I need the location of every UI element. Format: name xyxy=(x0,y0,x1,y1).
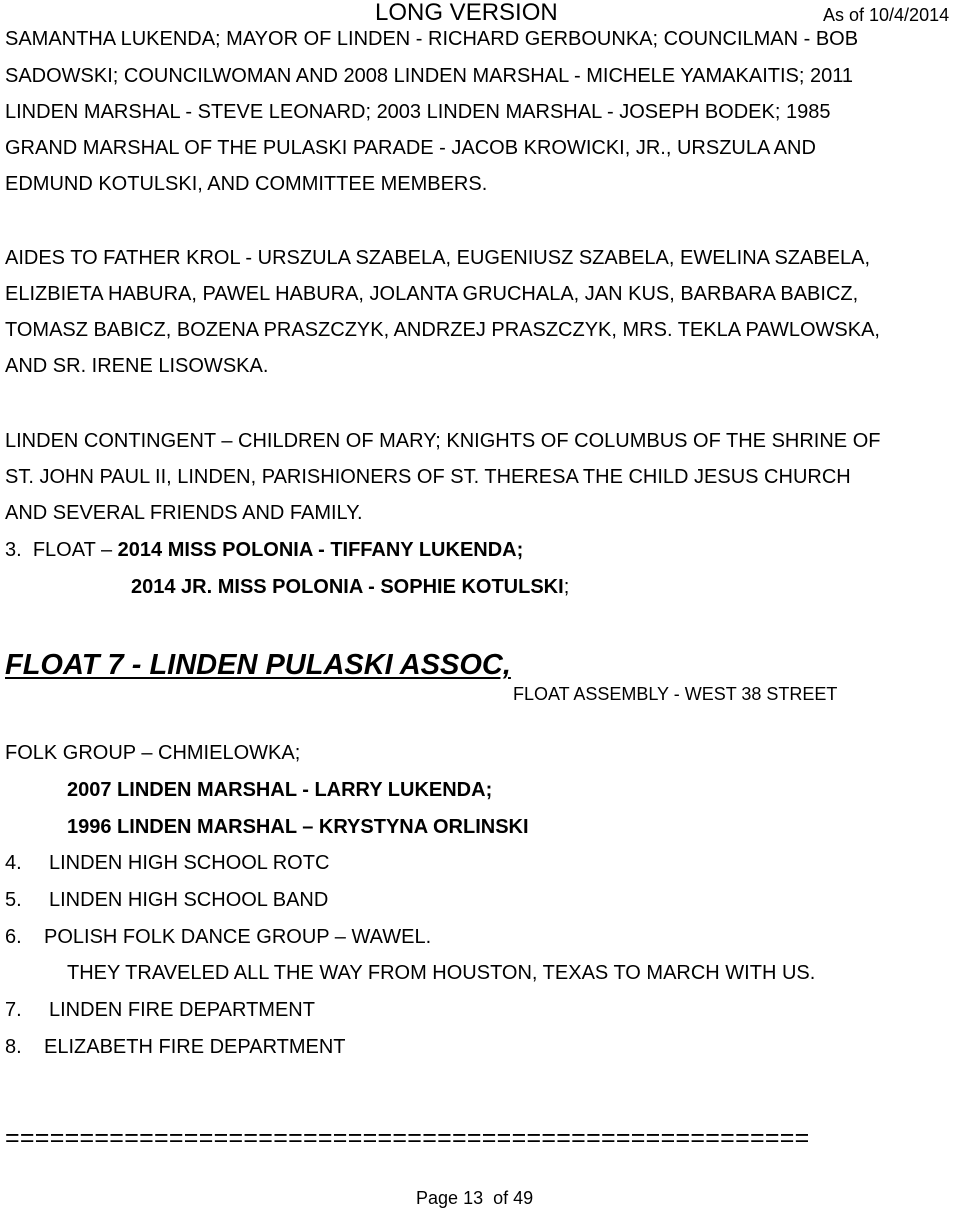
page-label: Page xyxy=(416,1188,459,1208)
list-item-5 xyxy=(5,888,22,912)
item-bold-text: 2014 MISS POLONIA - TIFFANY LUKENDA; xyxy=(117,539,524,561)
paragraph-line: SAMANTHA LUKENDA; MAYOR OF LINDEN - RICHARD GERBOUNKA; COUNCILMAN - BOB xyxy=(5,28,859,50)
paragraph-line: GRAND MARSHAL OF THE PULASKI PARADE - JACOB KROWICKI, JR., URSZULA AND xyxy=(5,137,816,159)
paragraph-line: ELIZBIETA HABURA, PAWEL HABURA, JOLANTA GRUCHALA, JAN KUS, BARBARA BABICZ, xyxy=(5,283,859,305)
list-item-8 xyxy=(5,1035,22,1059)
item-note: THEY TRAVELED ALL THE WAY FROM HOUSTON, TEXAS TO MARCH WITH US. xyxy=(67,962,816,984)
page-total: 49 xyxy=(513,1188,534,1208)
paragraph-line: LINDEN CONTINGENT – CHILDREN OF MARY; KNIGHTS OF COLUMBUS OF THE SHRINE OF xyxy=(5,430,881,452)
paragraph-line: AND SEVERAL FRIENDS AND FAMILY. xyxy=(5,502,363,524)
page-footer xyxy=(416,1187,533,1209)
list-item-7 xyxy=(5,998,22,1022)
document-title: LONG VERSION xyxy=(375,0,558,26)
paragraph-line: TOMASZ BABICZ, BOZENA PRASZCZYK, ANDRZEJ PRASZCZYK, MRS. TEKLA PAWLOWSKA, xyxy=(5,319,880,341)
item-label: POLISH FOLK DANCE GROUP – WAWEL. xyxy=(44,926,432,948)
paragraph-line: AIDES TO FATHER KROL - URSZULA SZABELA, EUGENIUSZ SZABELA, EWELINA SZABELA, xyxy=(5,247,871,269)
item-number: 7. xyxy=(5,999,22,1021)
marshal-line: 2007 LINDEN MARSHAL - LARRY LUKENDA; xyxy=(67,779,493,801)
item-number: 3. xyxy=(5,539,22,561)
list-item-3-continuation xyxy=(131,575,569,599)
item-number: 8. xyxy=(5,1036,22,1058)
as-of-date: As of 10/4/2014 xyxy=(823,5,950,25)
paragraph-line: AND SR. IRENE LISOWSKA. xyxy=(5,355,269,377)
item-label: LINDEN HIGH SCHOOL ROTC xyxy=(49,852,330,874)
item-number: 6. xyxy=(5,926,22,948)
item-suffix: ; xyxy=(563,576,570,598)
folk-group-line: FOLK GROUP – CHMIELOWKA; xyxy=(5,742,301,764)
item-number: 4. xyxy=(5,852,22,874)
page-number: 13 xyxy=(463,1188,484,1208)
float-assembly: FLOAT ASSEMBLY - WEST 38 STREET xyxy=(513,684,838,704)
item-bold-text: 2014 JR. MISS POLONIA - SOPHIE KOTULSKI xyxy=(131,576,564,598)
marshal-line: 1996 LINDEN MARSHAL – KRYSTYNA ORLINSKI xyxy=(67,816,529,838)
item-label: LINDEN HIGH SCHOOL BAND xyxy=(49,889,329,911)
float-heading: FLOAT 7 - LINDEN PULASKI ASSOC, xyxy=(5,649,511,681)
item-label: ELIZABETH FIRE DEPARTMENT xyxy=(44,1036,346,1058)
list-item-4 xyxy=(5,851,22,875)
item-label: LINDEN FIRE DEPARTMENT xyxy=(49,999,315,1021)
list-item-3 xyxy=(5,538,523,562)
list-item-6 xyxy=(5,925,22,949)
paragraph-line: SADOWSKI; COUNCILWOMAN AND 2008 LINDEN MARSHAL - MICHELE YAMAKAITIS; 2011 xyxy=(5,65,853,87)
item-number: 5. xyxy=(5,889,22,911)
paragraph-line: ST. JOHN PAUL II, LINDEN, PARISHIONERS OF ST. THERESA THE CHILD JESUS CHURCH xyxy=(5,466,851,488)
of-label: of xyxy=(493,1188,509,1208)
paragraph-line: LINDEN MARSHAL - STEVE LEONARD; 2003 LINDEN MARSHAL - JOSEPH BODEK; 1985 xyxy=(5,101,831,123)
item-prefix: FLOAT – xyxy=(32,539,113,561)
separator-line: ====================================================== xyxy=(5,1124,810,1152)
paragraph-line: EDMUND KOTULSKI, AND COMMITTEE MEMBERS. xyxy=(5,173,488,195)
